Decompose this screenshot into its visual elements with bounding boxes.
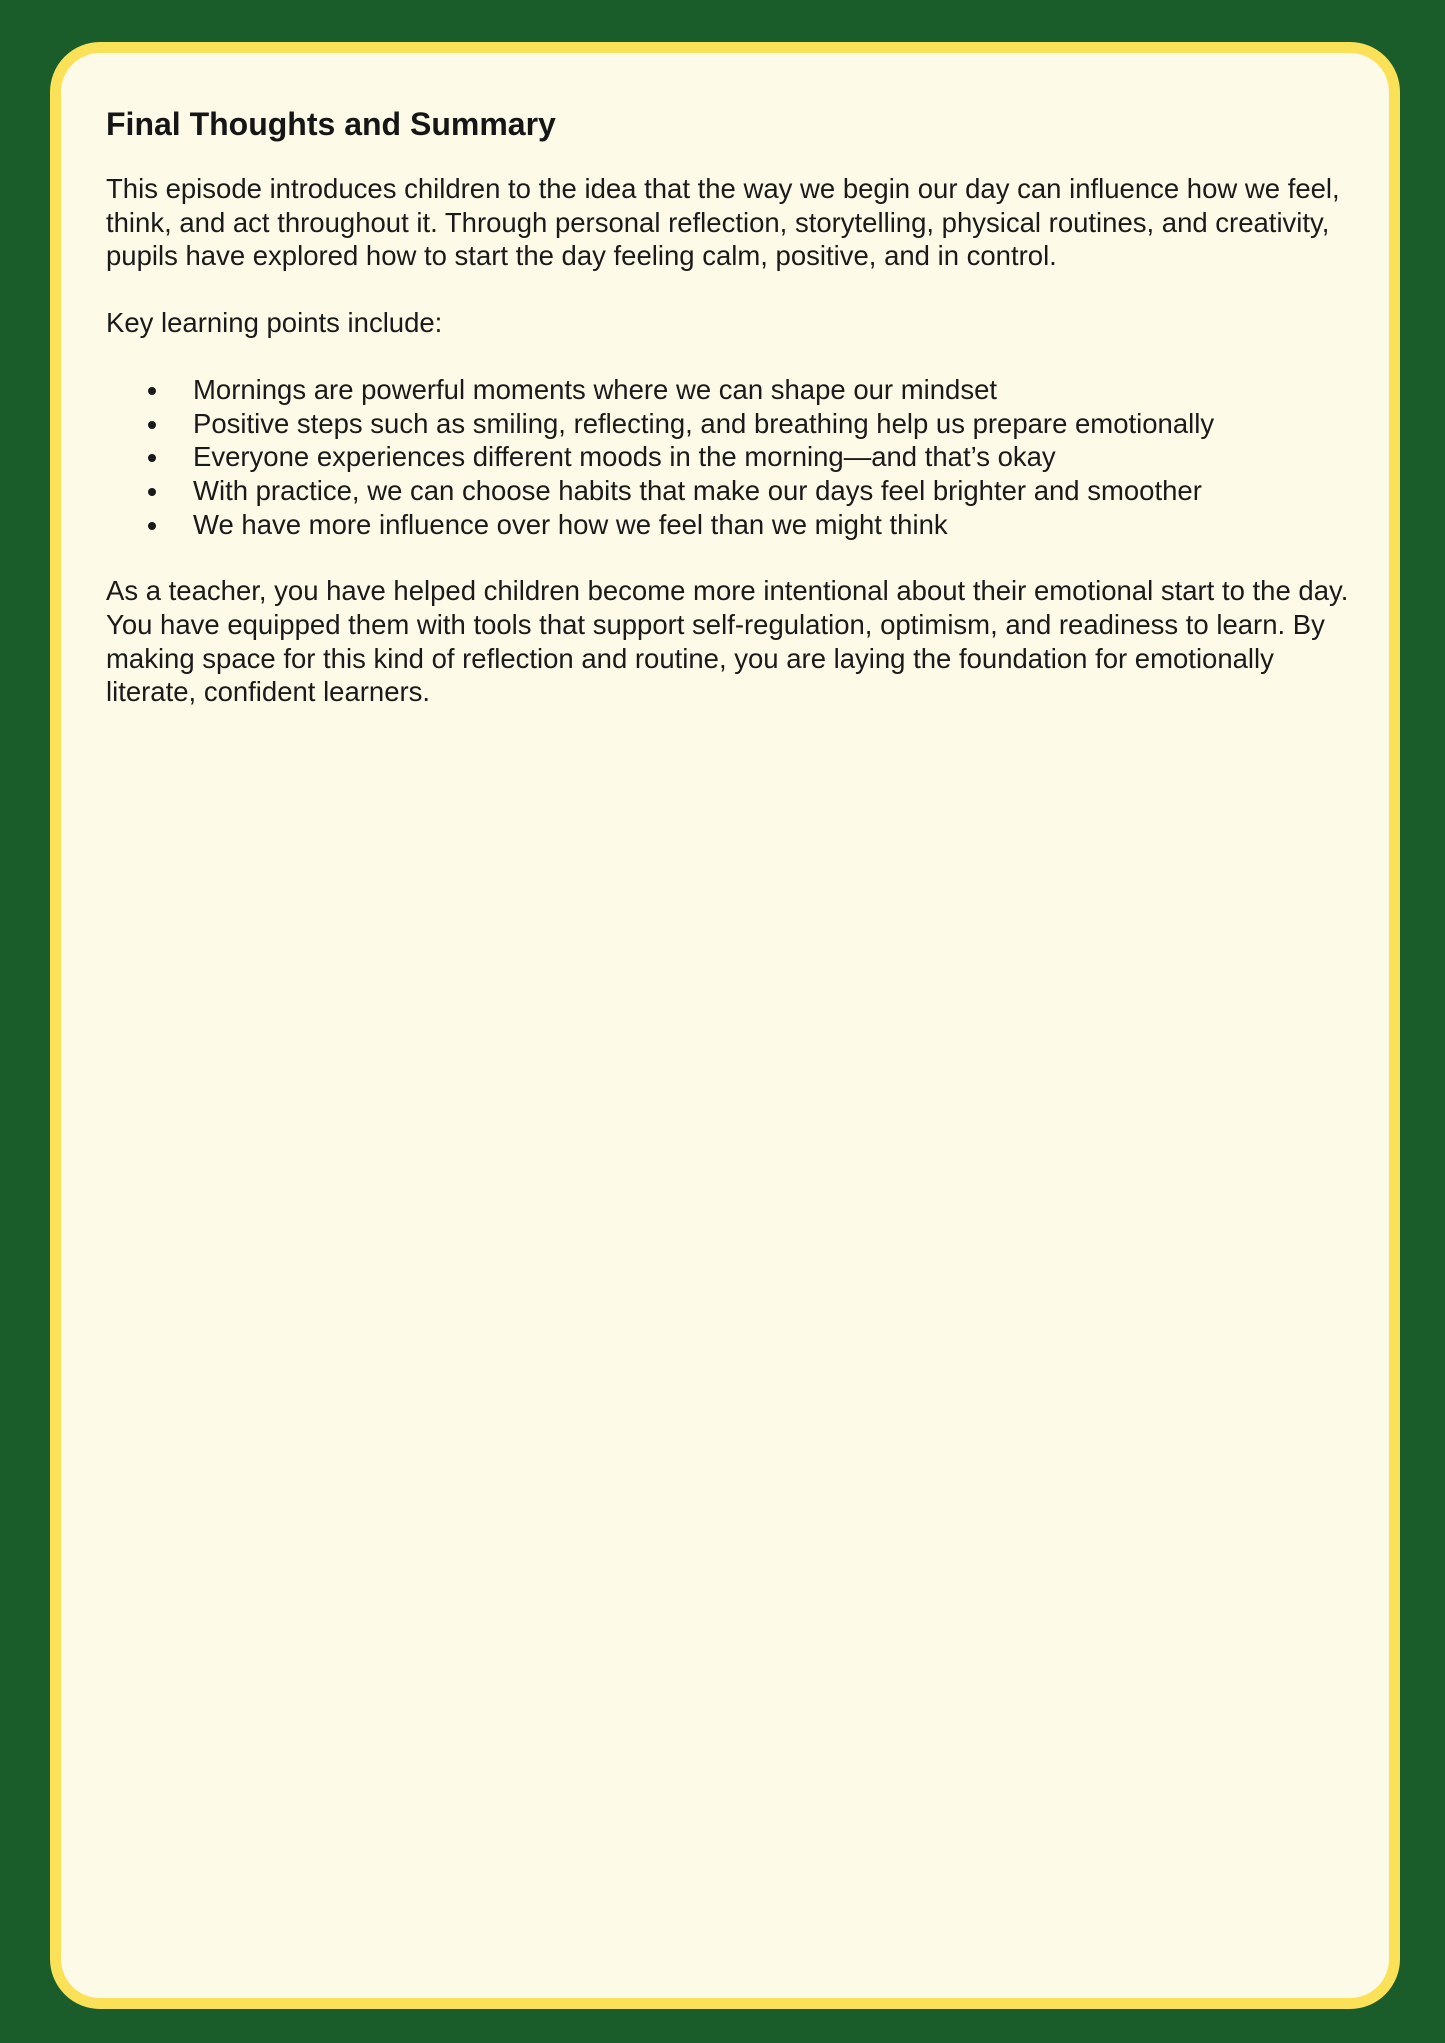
document-content [106, 105, 1366, 709]
page-card [50, 42, 1400, 2009]
list-item [106, 508, 1366, 542]
list-item-text: Positive steps such as smiling, reflecting, and breathing help us prepare emotionally [193, 407, 1215, 439]
list-item-text: We have more influence over how we feel than we might think [193, 508, 948, 540]
list-item [106, 373, 1366, 407]
bullet-icon [148, 488, 156, 496]
closing-paragraph: As a teacher, you have helped children become more intentional about their emotional start to the day. You have equipped them with tools that support self-regulation, optimism, and readiness to learn. By making space for this kind of reflection and routine, you are laying the foundation for emotionally literate, confident learners. [106, 575, 1349, 708]
bullet-icon [148, 387, 156, 395]
list-item-text: Everyone experiences different moods in the morning—and that’s okay [193, 441, 1056, 473]
list-item [106, 407, 1366, 441]
intro-paragraph: This episode introduces children to the idea that the way we begin our day can influence how we feel, think, and act throughout it. Through personal reflection, storytelling, physical routines, and creativity, pupils have explored how to start the day feeling calm, positive, and in control. [106, 173, 1340, 272]
bullet-icon [148, 522, 156, 530]
list-item-text: Mornings are powerful moments where we can shape our mindset [193, 373, 997, 405]
page-title: Final Thoughts and Summary [106, 106, 556, 142]
key-points-list [106, 373, 1366, 542]
list-item [106, 440, 1366, 474]
list-item-text: With practice, we can choose habits that make our days feel brighter and smoother [193, 474, 1202, 506]
bullet-icon [148, 454, 156, 462]
list-item [106, 474, 1366, 508]
bullet-icon [148, 421, 156, 429]
key-points-intro: Key learning points include: [106, 307, 443, 339]
